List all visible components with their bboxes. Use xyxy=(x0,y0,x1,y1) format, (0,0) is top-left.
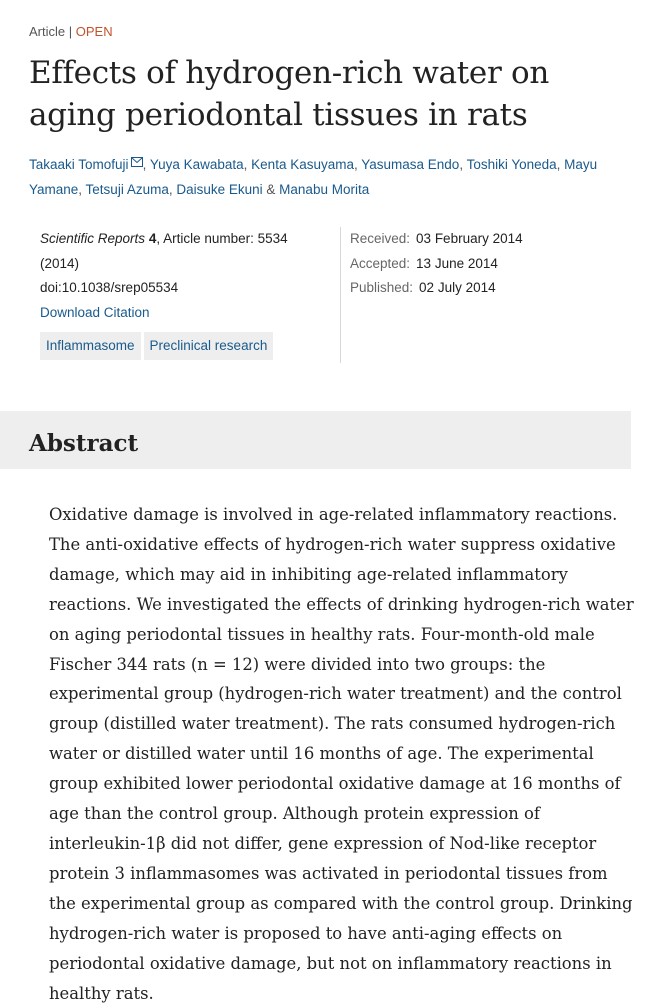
abstract-heading: Abstract xyxy=(29,430,139,457)
citation-line xyxy=(40,227,330,252)
article-type-line xyxy=(29,24,113,40)
author-link[interactable]: Toshiki Yoneda xyxy=(466,157,557,172)
author-separator: , xyxy=(168,182,177,197)
author-link[interactable]: Tetsuji Azuma xyxy=(85,182,169,197)
author-link[interactable]: Takaaki Tomofuji xyxy=(29,157,129,172)
author-separator: , xyxy=(142,157,150,172)
date-value: 02 July 2014 xyxy=(419,280,496,295)
date-received xyxy=(350,227,523,252)
author-separator: , xyxy=(243,157,252,172)
journal-name: Scientific Reports xyxy=(40,231,146,246)
author-link[interactable]: Daisuke Ekuni xyxy=(176,182,263,197)
author-link[interactable]: Mayu Yamane xyxy=(29,157,598,197)
subject-tags xyxy=(40,332,273,360)
date-label: Published: xyxy=(350,280,414,295)
author-link[interactable]: Yasumasa Endo xyxy=(361,157,460,172)
article-type-separator: | xyxy=(68,24,73,39)
date-value: 13 June 2014 xyxy=(416,255,498,271)
journal-volume: 4 xyxy=(148,231,157,246)
author-link[interactable]: Manabu Morita xyxy=(279,182,370,197)
meta-divider xyxy=(340,227,341,363)
date-published xyxy=(350,276,523,301)
subject-tag-preclinical-research[interactable]: Preclinical research xyxy=(144,332,274,360)
subject-tag-inflammasome[interactable]: Inflammasome xyxy=(40,332,141,360)
article-type-label: Article xyxy=(29,24,66,39)
mail-icon[interactable] xyxy=(131,150,143,160)
author-link[interactable]: Yuya Kawabata xyxy=(149,157,244,172)
author-separator: , xyxy=(459,157,467,172)
publication-dates xyxy=(350,227,523,301)
date-label: Accepted: xyxy=(350,255,411,271)
author-list xyxy=(29,150,629,202)
date-label: Received: xyxy=(350,231,411,246)
date-value: 03 February 2014 xyxy=(416,231,523,246)
author-separator: , xyxy=(353,157,362,172)
citation-info xyxy=(40,227,330,325)
date-accepted xyxy=(350,252,523,277)
abstract-body: Oxidative damage is involved in age-related inflammatory reactions. The anti-oxidative effects of hydrogen-rich water suppress oxidative damage, which may aid in inhibiting age-related inflammatory reactions. We investigated the effects of drinking hydrogen-rich water on aging periodontal tissues in healthy rats. Four-month-old male Fischer 344 rats (n = 12) were divided into two groups: the experimental group (hydrogen-rich water treatment) and the control group (distilled water treatment). The rats consumed hydrogen-rich water or distilled water until 16 months of age. The experimental group exhibited lower periodontal oxidative damage at 16 months of age than the control group. Although protein expression of interleukin-1β did not differ, gene expression of Nod-like receptor protein 3 inflammasomes was activated in periodontal tissues from the experimental group as compared with the control group. Drinking hydrogen-rich water is proposed to have anti-aging effects on periodontal oxidative damage, but not on inflammatory reactions in healthy rats. xyxy=(49,505,634,1003)
article-title: Effects of hydrogen-rich water on aging periodontal tissues in rats xyxy=(29,55,550,133)
article-number: , Article number: 5534 xyxy=(156,231,288,246)
download-citation-link[interactable]: Download Citation xyxy=(40,304,150,320)
author-separator: , xyxy=(556,157,565,172)
publication-year: (2014) xyxy=(40,255,80,271)
author-separator: , xyxy=(78,182,86,197)
doi: doi:10.1038/srep05534 xyxy=(40,280,179,295)
author-link[interactable]: Kenta Kasuyama xyxy=(251,157,354,172)
open-access-badge: OPEN xyxy=(75,24,113,39)
author-separator: & xyxy=(262,182,280,197)
